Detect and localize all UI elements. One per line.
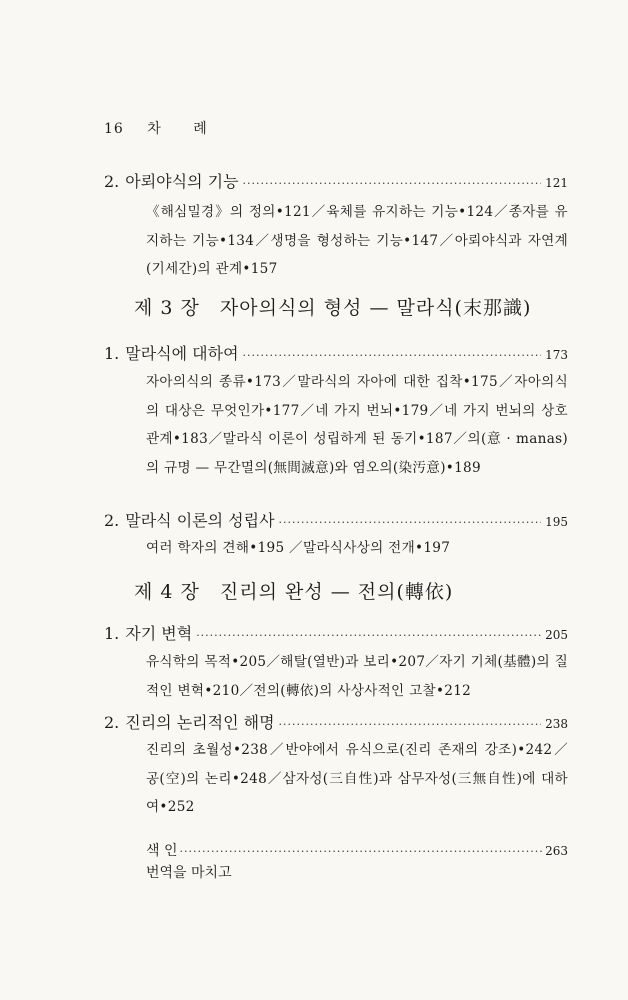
chapter-heading (134, 577, 453, 604)
chapter-number: 제 3 장 (134, 297, 200, 319)
index-entry (146, 840, 568, 860)
section-details: 유식학의 목적•205／해탈(열반)과 보리•207／자기 기체(基體)의 질적인 변혁•210／전의(轉依)의 사상사적인 고찰•212 (146, 654, 568, 699)
toc-entry (104, 509, 568, 535)
section-details: 자아의식의 종류•173／말라식의 자아에 대한 집착•175／자아의식의 대상은 무엇인가•177／네 가지 번뇌•179／네 가지 번뇌의 상호관계•183／말라식 이론이 성립하게 된 동기•187／의(意 · manas)의 규명 — 무간멸의(無間滅意)와 염오의(染汚意)•189 (146, 374, 568, 476)
chapter-title: 자아의식의 형성 — 말라식(末那識) (219, 297, 532, 319)
section-page: 195 (545, 515, 568, 529)
section-number: 2. (104, 713, 120, 732)
section-details: 여러 학자의 견해•195 ／말라식사상의 전개•197 (146, 540, 451, 556)
toc-entry (104, 622, 568, 648)
toc-entry (104, 342, 568, 368)
toc-entry (104, 711, 568, 737)
section-details: 진리의 초월성•238／반야에서 유식으로(진리 존재의 강조)•242／공(空)의 논리•248／삼자성(三自性)과 삼무자성(三無自性)에 대하여•252 (146, 742, 568, 815)
section-page: 205 (545, 628, 568, 642)
dot-leader (243, 344, 542, 368)
section-title: 자기 변혁 (125, 624, 193, 643)
chapter-title: 진리의 완성 — 전의(轉依) (219, 581, 454, 603)
section-title: 진리의 논리적인 해명 (125, 713, 275, 732)
section-details: 《해심밀경》의 정의•121／육체를 유지하는 기능•124／종자를 유지하는 기능•134／생명을 형성하는 기능•147／아뢰야식과 자연계(기세간)의 관계•157 (146, 204, 568, 277)
section-page: 121 (545, 176, 568, 190)
section-number: 1. (104, 344, 120, 363)
chapter-number: 제 4 장 (134, 581, 200, 603)
index-page: 263 (545, 844, 568, 858)
page-number: 16 (104, 121, 124, 137)
section-title: 아뢰야식의 기능 (125, 172, 239, 191)
chapter-heading (134, 293, 531, 320)
dot-leader (180, 845, 544, 858)
dot-leader (279, 511, 542, 535)
index-label: 색 인 (146, 843, 178, 859)
section-number: 2. (104, 172, 120, 191)
running-head (104, 118, 221, 138)
section-page: 173 (545, 348, 568, 362)
dot-leader (243, 172, 542, 196)
toc-entry (104, 170, 568, 196)
dot-leader (196, 624, 541, 648)
dot-leader (279, 713, 542, 737)
section-number: 2. (104, 511, 120, 530)
afterword-entry: 번역을 마치고 (146, 865, 232, 881)
running-head-title: 차 례 (147, 121, 221, 137)
section-number: 1. (104, 624, 120, 643)
section-title: 말라식 이론의 성립사 (125, 511, 275, 530)
section-title: 말라식에 대하여 (125, 344, 239, 363)
section-page: 238 (545, 717, 568, 731)
